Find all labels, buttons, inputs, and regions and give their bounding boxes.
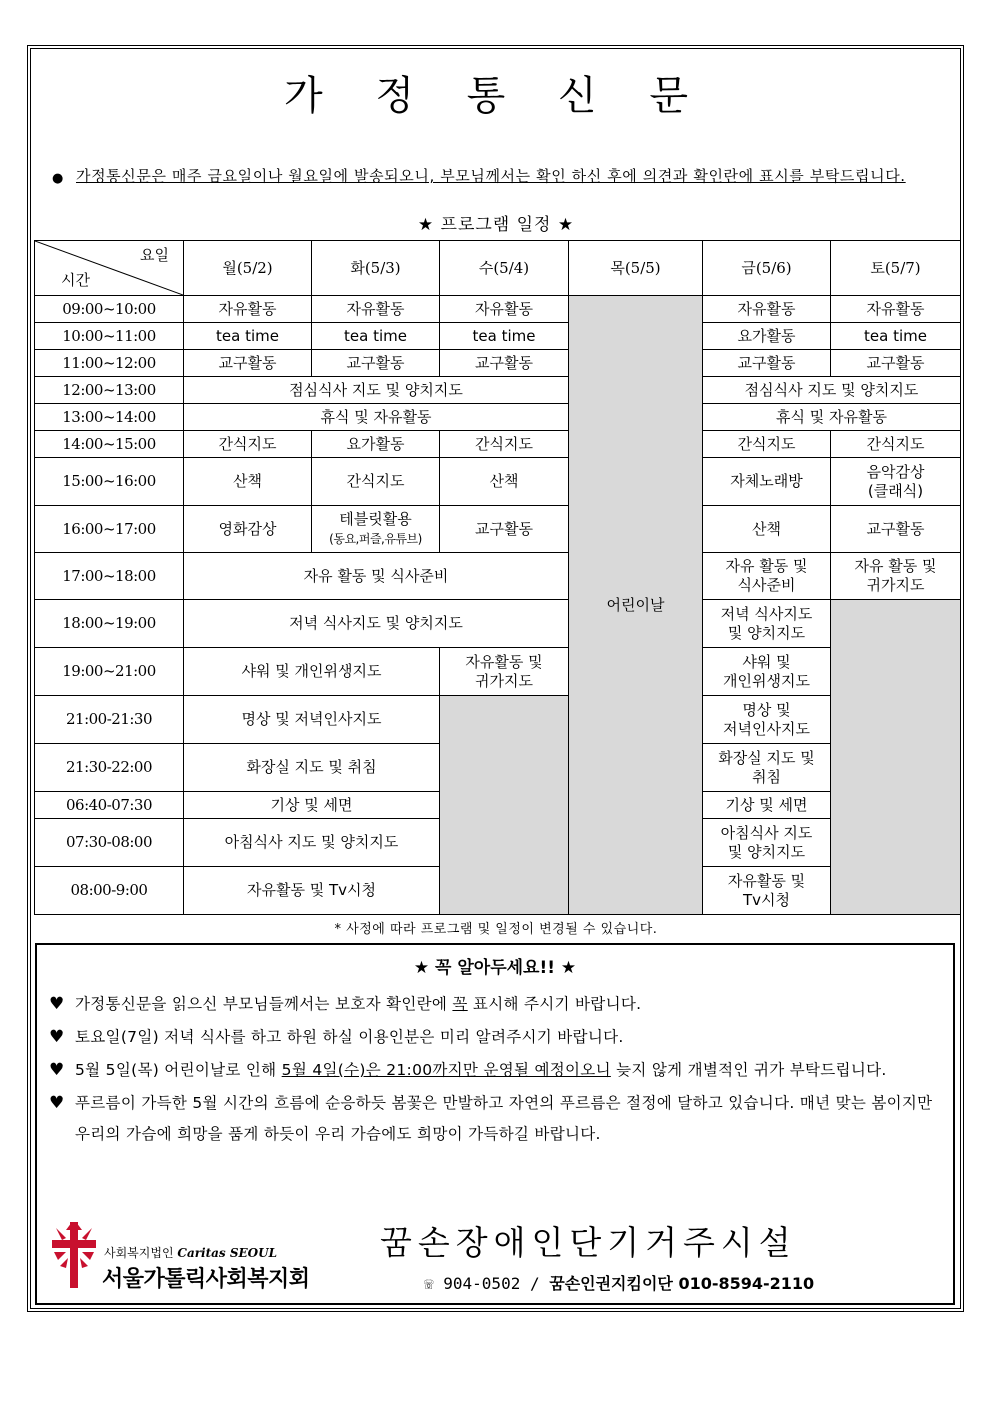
line: 샤워 및 [742,652,791,671]
table-row [35,323,961,350]
time-cell: 10:00~11:00 [35,323,184,350]
activity-cell: 명상 및 저녁인사지도 [184,696,440,744]
org-name: 서울가톨릭사회복지회 [102,1267,310,1292]
line: 아침식사 지도 [720,823,813,842]
day-tue: 화(5/3) [312,241,440,296]
activity-cell: 교구활동 [440,506,569,553]
time-cell: 16:00~17:00 [35,506,184,553]
line: 자유 활동 및 [854,557,937,575]
activity-cell [440,648,569,696]
time-cell: 14:00~15:00 [35,431,184,458]
activity-cell: 자유활동 및 Tv시청 [184,867,440,915]
notice-text: 가정통신문은 매주 금요일이나 월요일에 발송되오니, 부모님께서는 확인 하신 후에 의견과 확인란에 표시를 부탁드립니다. [76,167,906,185]
table-row [35,600,961,648]
activity-cell [703,600,831,648]
activity-cell: 간식지도 [184,431,312,458]
time-cell: 18:00~19:00 [35,600,184,648]
line: 테블릿활용 [339,509,412,528]
activity-cell: 요가활동 [312,431,440,458]
line: 취침 [752,767,781,786]
activity-cell: 산책 [703,506,831,553]
line: 및 양치지도 [727,842,806,861]
table-row [35,553,961,600]
activity-cell: tea time [184,323,312,350]
time-cell: 09:00~10:00 [35,296,184,323]
activity-cell [831,553,961,600]
activity-cell: 교구활동 [312,350,440,377]
activity-cell: 간식지도 [440,431,569,458]
time-cell: 11:00~12:00 [35,350,184,377]
table-row [35,506,961,553]
time-cell: 06:40-07:30 [35,792,184,819]
activity-cell [703,648,831,696]
activity-cell [703,696,831,744]
activity-cell: 휴식 및 자유활동 [184,404,569,431]
org-sub-ko: 사회복지법인 [104,1246,174,1260]
activity-cell: 화장실 지도 및 취침 [184,744,440,792]
table-row [35,458,961,506]
reminder-list [49,989,939,1152]
time-cell: 15:00~16:00 [35,458,184,506]
activity-cell: 휴식 및 자유활동 [703,404,961,431]
day-thu: 목(5/5) [569,241,703,296]
phone-number: ☏ 904-0502 / [424,1274,540,1293]
line: 및 양치지도 [727,623,806,642]
line: 음악감상 [866,462,925,481]
contact-info [424,1271,814,1294]
facility-name: 꿈손장애인단기거주시설 [380,1223,797,1262]
item-text-underlined: 5월 4일(수)은 21:00까지만 운영될 예정이오니 [281,1061,611,1079]
activity-cell: 교구활동 [831,506,961,553]
time-cell: 21:00-21:30 [35,696,184,744]
heart-icon: ♥ [49,1027,65,1047]
table-row [35,350,961,377]
time-cell: 17:00~18:00 [35,553,184,600]
time-cell: 21:30-22:00 [35,744,184,792]
activity-cell: tea time [312,323,440,350]
list-item [49,1055,939,1086]
activity-cell: 교구활동 [831,350,961,377]
activity-cell [703,553,831,600]
table-row [35,431,961,458]
corner-time-label: 시간 [61,271,90,289]
heart-icon: ♥ [49,1060,65,1080]
bullet-icon: ● [52,171,64,186]
time-cell: 12:00~13:00 [35,377,184,404]
org-subtitle [104,1244,277,1261]
caritas-logo [52,1218,352,1298]
empty-cell [440,696,569,915]
activity-cell: 자유활동 [703,296,831,323]
line: 자유 활동 및 [725,557,808,575]
activity-cell: 간식지도 [831,431,961,458]
line: 귀가지도 [866,576,925,594]
activity-cell: 교구활동 [440,350,569,377]
line: 개인위생지도 [723,671,810,690]
activity-cell [312,506,440,553]
activity-cell: 기상 및 세면 [184,792,440,819]
schedule-heading: ★ 프로그램 일정 ★ [417,215,575,235]
activity-cell: 영화감상 [184,506,312,553]
item-text: 표시해 주시기 바랍니다. [467,995,642,1013]
day-sat: 토(5/7) [831,241,961,296]
line: (클래식) [867,481,924,500]
team-contact: 꿈손인권지킴이단 010-8594-2110 [549,1274,815,1293]
item-text: 5월 5일(목) 어린이날로 인해 [75,1061,282,1079]
activity-cell [831,458,961,506]
line: 저녁인사지도 [723,719,810,738]
schedule-table [34,240,961,915]
activity-cell: 점심식사 지도 및 양치지도 [184,377,569,404]
item-text: 가정통신문을 읽으신 부모님들께서는 보호자 확인란에 [75,995,453,1013]
line: 화장실 지도 및 [718,748,815,767]
activity-cell: 산책 [440,458,569,506]
activity-cell [703,819,831,867]
empty-cell [831,600,961,915]
corner-cell [35,241,184,296]
list-item [49,1088,939,1150]
day-mon: 월(5/2) [184,241,312,296]
line: 자유활동 및 [465,652,543,671]
day-fri: 금(5/6) [703,241,831,296]
corner-day-label: 요일 [140,246,169,264]
time-cell: 07:30-08:00 [35,819,184,867]
line: 귀가지도 [475,671,533,690]
activity-cell: 교구활동 [184,350,312,377]
activity-cell: 자유 활동 및 식사준비 [184,553,569,600]
activity-cell: 교구활동 [703,350,831,377]
org-sub-en: Caritas SEOUL [177,1246,278,1260]
activity-cell: 요가활동 [703,323,831,350]
table-header-row [35,241,961,296]
activity-cell [703,744,831,792]
time-cell: 19:00~21:00 [35,648,184,696]
page-title: 가 정 통 신 문 [283,73,709,119]
table-row [35,696,961,744]
activity-cell: 산책 [184,458,312,506]
item-text: 늦지 않게 개별적인 귀가 부탁드립니다. [610,1061,887,1079]
activity-cell: tea time [440,323,569,350]
item-text: 토요일(7일) 저녁 식사를 하고 하원 하실 이용인분은 미리 알려주시기 바랍니다. [75,1028,624,1046]
item-text: 푸르름이 가득한 5월 시간의 흐름에 순응하듯 봄꽃은 만발하고 자연의 푸르름은 절정에 달하고 있습니다. 매년 맞는 봄이지만 우리의 가슴에 희망을 품게 하듯이 우리 가슴에도 희망이 가득하길 바랍니다. [75,1094,933,1143]
activity-cell: 샤워 및 개인위생지도 [184,648,440,696]
activity-cell: 자유활동 [440,296,569,323]
reminder-heading: ★ 꼭 알아두세요!! ★ [413,958,577,978]
day-wed: 수(5/4) [440,241,569,296]
line: Tv시청 [742,890,791,909]
holiday-cell [569,296,703,915]
table-row [35,404,961,431]
activity-cell: 자체노래방 [703,458,831,506]
activity-cell: 점심식사 지도 및 양치지도 [703,377,961,404]
list-item [49,1022,939,1053]
activity-cell: 저녁 식사지도 및 양치지도 [184,600,569,648]
activity-cell: 아침식사 지도 및 양치지도 [184,819,440,867]
table-row [35,296,961,323]
caritas-cross-icon [52,1222,96,1288]
activity-cell: 기상 및 세면 [703,792,831,819]
activity-cell: 자유활동 [184,296,312,323]
time-cell: 08:00-9:00 [35,867,184,915]
schedule-footnote: * 사정에 따라 프로그램 및 일정이 변경될 수 있습니다. [334,922,658,937]
heart-icon: ♥ [49,994,65,1014]
table-row [35,377,961,404]
table-row [35,648,961,696]
list-item [49,989,939,1020]
activity-cell: 간식지도 [703,431,831,458]
line: 식사준비 [737,576,796,594]
item-text-underlined: 꼭 [452,995,468,1013]
activity-cell: tea time [831,323,961,350]
activity-cell: 자유활동 [312,296,440,323]
heart-icon: ♥ [49,1093,65,1113]
line: (동요,퍼즐,유튜브) [329,531,422,546]
activity-cell: 자유활동 [831,296,961,323]
time-cell: 13:00~14:00 [35,404,184,431]
notice [52,166,932,187]
line: 자유활동 및 [727,871,806,890]
line: 명상 및 [742,700,791,719]
line: 저녁 식사지도 [720,604,813,623]
activity-cell: 간식지도 [312,458,440,506]
holiday-label: 어린이날 [606,595,665,614]
activity-cell [703,867,831,915]
